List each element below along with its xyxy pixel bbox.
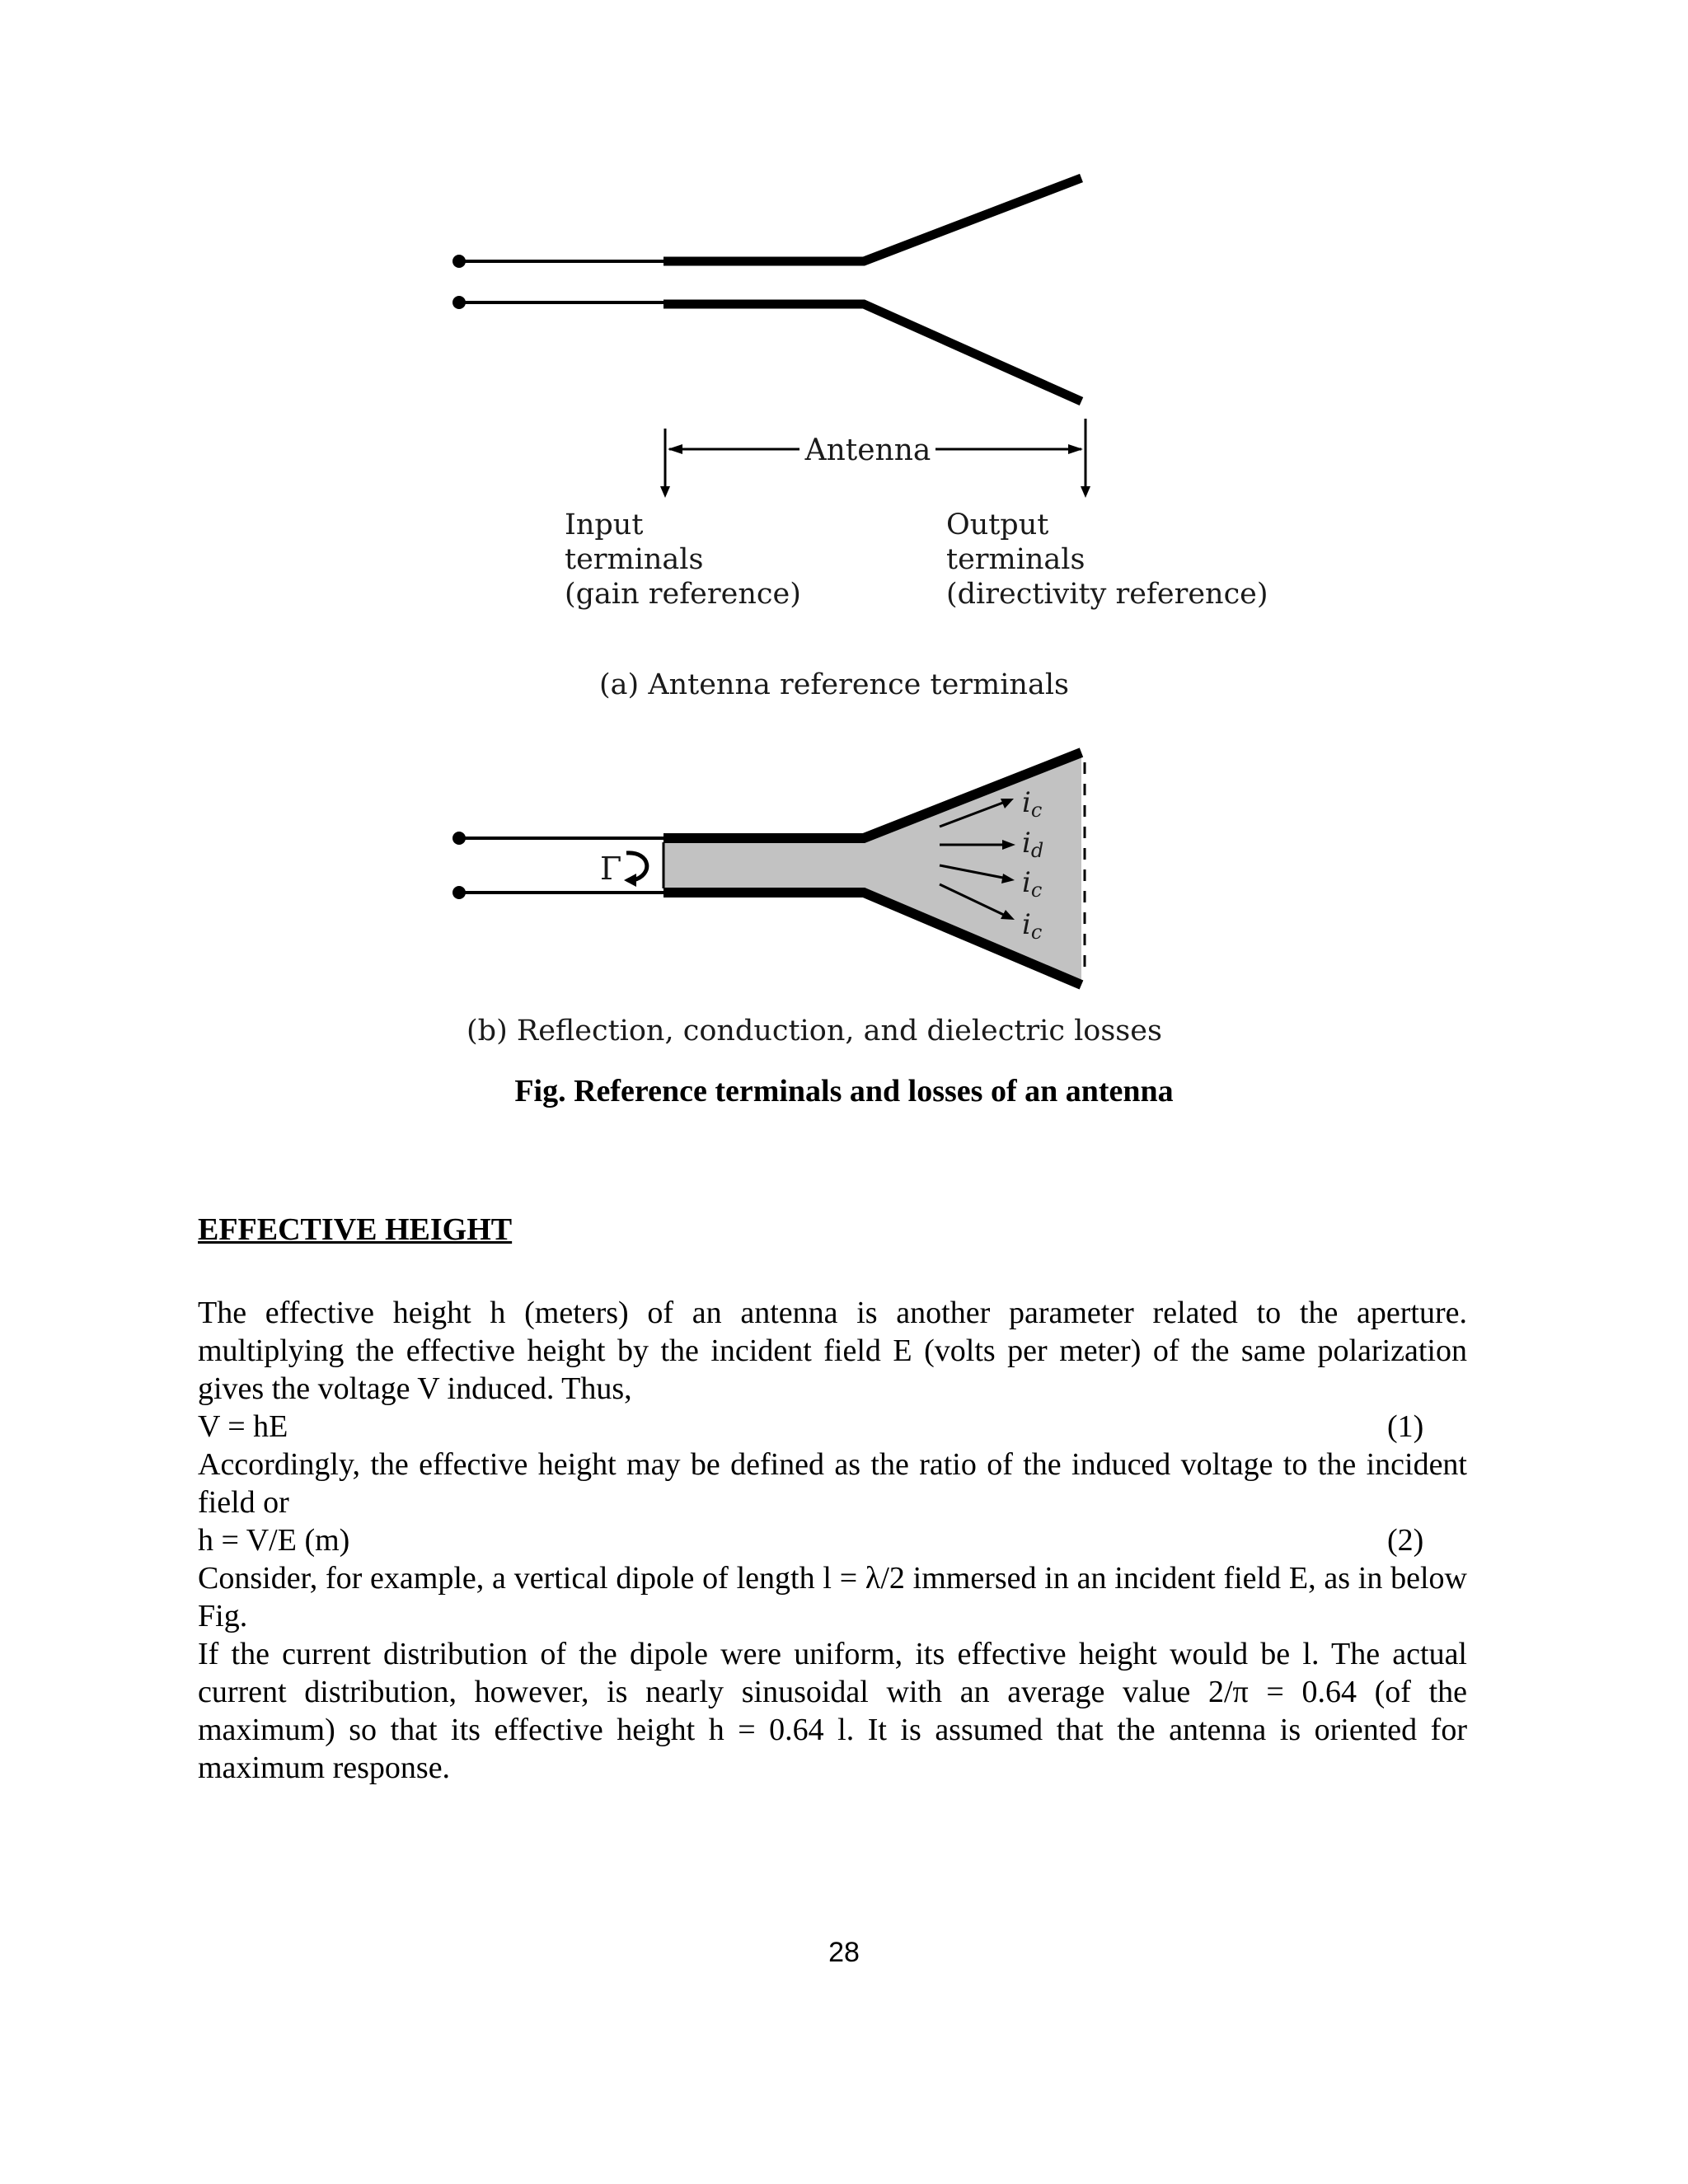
output-marker-arrowhead <box>1081 486 1090 498</box>
equation-2 <box>198 1521 1467 1559</box>
paragraph-4: If the current distribution of the dipole were uniform, its effective height would be l. The actual current distribution, however, is nearly sinusoidal with an average value 2/π = 0.64 (of the maximum) so that its effective height h = 0.64 l. It is assumed that the antenna is oriented for maximum response. <box>198 1637 1467 1785</box>
equation-2-expression: h = V/E (m) <box>198 1523 350 1558</box>
figure-a-caption: (a) Antenna reference terminals <box>599 668 1069 701</box>
antenna-span-label: Antenna <box>804 434 931 467</box>
equation-1-expression: V = hE <box>198 1409 288 1444</box>
section-title: EFFECTIVE HEIGHT <box>198 1212 513 1247</box>
reflection-arrow-icon <box>626 853 647 880</box>
antenna-upper-conductor <box>663 178 1081 261</box>
reflection-arrowhead <box>624 874 636 887</box>
figure-b-caption: (b) Reflection, conduction, and dielectric losses <box>467 1015 1162 1047</box>
page-number: 28 <box>828 1937 860 1968</box>
figure-caption: Fig. Reference terminals and losses of an antenna <box>514 1074 1174 1108</box>
current-label-ic-3: ic <box>1022 908 1043 944</box>
current-label-ic-1: ic <box>1022 786 1043 822</box>
paragraph-3: Consider, for example, a vertical dipole of length l = λ/2 immersed in an incident field E, as in below Fig. <box>198 1561 1467 1633</box>
antenna-interior-shading <box>663 752 1081 985</box>
current-label-id: id <box>1022 827 1044 862</box>
antenna-lower-conductor <box>663 304 1081 401</box>
paragraph-2: Accordingly, the effective height may be defined as the ratio of the induced voltage to the incident field or <box>198 1447 1467 1520</box>
reflection-coefficient-symbol: Γ <box>600 851 622 887</box>
input-marker-arrowhead <box>660 486 670 498</box>
equation-2-number: (2) <box>1387 1523 1424 1558</box>
span-left-arrowhead <box>668 444 682 454</box>
equation-1-number: (1) <box>1387 1409 1424 1444</box>
body-text <box>198 1294 1467 1787</box>
output-terminals-label: Output terminals (directivity reference) <box>946 509 1268 611</box>
paragraph-1: The effective height h (meters) of an antenna is another parameter related to the aperture. multiplying the effective height by the incident field E (volts per meter) of the same polarization gives the voltage V induced. Thus, <box>198 1296 1467 1406</box>
equation-1 <box>198 1408 1467 1446</box>
current-label-ic-2: ic <box>1022 866 1043 902</box>
span-right-arrowhead <box>1068 444 1083 454</box>
figure-b-losses <box>0 725 1688 1088</box>
figure-a-reference-terminals <box>0 0 1688 742</box>
input-terminals-label: Input terminals (gain reference) <box>565 509 801 611</box>
